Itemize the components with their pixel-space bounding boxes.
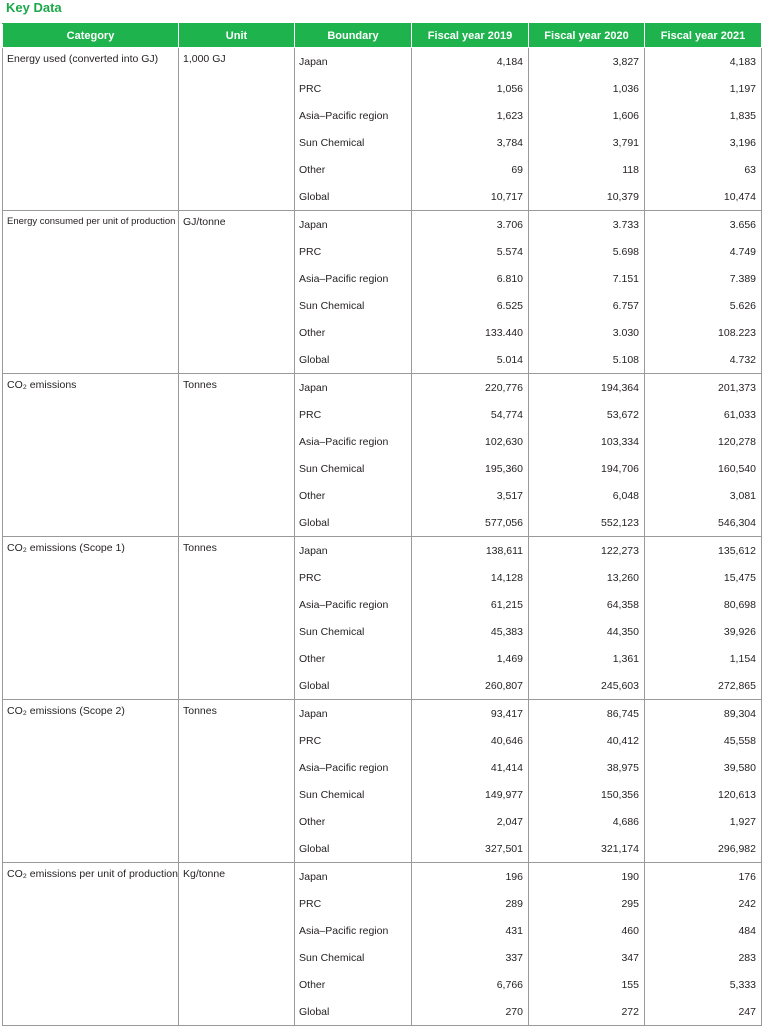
value-cell-fy2021: 176 [645,863,762,891]
category-cell-empty [3,75,179,102]
category-cell-empty [3,591,179,618]
category-cell-empty [3,971,179,998]
value-cell-fy2020: 13,260 [529,564,645,591]
table-row [3,564,762,591]
boundary-cell: PRC [295,238,412,265]
unit-cell: Tonnes [179,537,295,565]
value-cell-fy2020: 86,745 [529,700,645,728]
value-cell-fy2021: 160,540 [645,455,762,482]
value-cell-fy2019: 327,501 [412,835,529,863]
table-row [3,102,762,129]
value-cell-fy2020: 5.698 [529,238,645,265]
value-cell-fy2021: 484 [645,917,762,944]
unit-cell: Kg/tonne [179,863,295,891]
value-cell-fy2019: 220,776 [412,374,529,402]
category-cell-empty [3,564,179,591]
category-cell-empty [3,346,179,374]
boundary-cell: Sun Chemical [295,781,412,808]
unit-cell-empty [179,890,295,917]
unit-cell-empty [179,917,295,944]
category-cell-empty [3,183,179,211]
value-cell-fy2019: 6.810 [412,265,529,292]
header-fy2021: Fiscal year 2021 [645,24,762,48]
boundary-cell: Japan [295,374,412,402]
value-cell-fy2019: 149,977 [412,781,529,808]
unit-cell-empty [179,618,295,645]
value-cell-fy2019: 1,469 [412,645,529,672]
category-cell-empty [3,727,179,754]
value-cell-fy2020: 150,356 [529,781,645,808]
value-cell-fy2020: 40,412 [529,727,645,754]
boundary-cell: Global [295,835,412,863]
category-cell-empty [3,618,179,645]
boundary-cell: Japan [295,211,412,239]
category-cell-empty [3,292,179,319]
value-cell-fy2020: 122,273 [529,537,645,565]
value-cell-fy2020: 44,350 [529,618,645,645]
value-cell-fy2019: 196 [412,863,529,891]
category-cell-empty [3,808,179,835]
value-cell-fy2021: 1,835 [645,102,762,129]
value-cell-fy2020: 38,975 [529,754,645,781]
value-cell-fy2019: 2,047 [412,808,529,835]
value-cell-fy2019: 45,383 [412,618,529,645]
unit-cell-empty [179,971,295,998]
value-cell-fy2020: 321,174 [529,835,645,863]
value-cell-fy2021: 3.656 [645,211,762,239]
value-cell-fy2019: 138,611 [412,537,529,565]
unit-cell: 1,000 GJ [179,48,295,76]
value-cell-fy2021: 242 [645,890,762,917]
boundary-cell: Sun Chemical [295,129,412,156]
value-cell-fy2019: 337 [412,944,529,971]
value-cell-fy2020: 194,706 [529,455,645,482]
value-cell-fy2019: 5.574 [412,238,529,265]
category-cell-empty [3,781,179,808]
boundary-cell: PRC [295,727,412,754]
boundary-cell: Sun Chemical [295,455,412,482]
boundary-cell: PRC [295,75,412,102]
table-row [3,238,762,265]
header-fy2020: Fiscal year 2020 [529,24,645,48]
value-cell-fy2021: 108.223 [645,319,762,346]
value-cell-fy2019: 14,128 [412,564,529,591]
boundary-cell: Other [295,808,412,835]
value-cell-fy2020: 6,048 [529,482,645,509]
unit-cell-empty [179,944,295,971]
value-cell-fy2021: 3,196 [645,129,762,156]
boundary-cell: Sun Chemical [295,292,412,319]
category-cell-empty [3,265,179,292]
table-row [3,917,762,944]
unit-cell: GJ/tonne [179,211,295,239]
boundary-cell: Japan [295,537,412,565]
value-cell-fy2021: 4.749 [645,238,762,265]
boundary-cell: PRC [295,401,412,428]
value-cell-fy2019: 61,215 [412,591,529,618]
unit-cell-empty [179,808,295,835]
value-cell-fy2019: 3.706 [412,211,529,239]
value-cell-fy2019: 40,646 [412,727,529,754]
value-cell-fy2020: 155 [529,971,645,998]
boundary-cell: Sun Chemical [295,944,412,971]
value-cell-fy2021: 89,304 [645,700,762,728]
boundary-cell: Asia–Pacific region [295,591,412,618]
value-cell-fy2021: 7.389 [645,265,762,292]
boundary-cell: Other [295,156,412,183]
table-row [3,265,762,292]
category-cell-empty [3,509,179,537]
table-row [3,781,762,808]
category-cell-empty [3,156,179,183]
value-cell-fy2021: 80,698 [645,591,762,618]
value-cell-fy2020: 1,036 [529,75,645,102]
table-row [3,835,762,863]
table-row [3,129,762,156]
value-cell-fy2019: 54,774 [412,401,529,428]
header-unit: Unit [179,24,295,48]
category-cell-empty [3,944,179,971]
unit-cell-empty [179,455,295,482]
value-cell-fy2021: 1,197 [645,75,762,102]
value-cell-fy2020: 10,379 [529,183,645,211]
value-cell-fy2020: 4,686 [529,808,645,835]
value-cell-fy2020: 1,606 [529,102,645,129]
table-row [3,971,762,998]
value-cell-fy2019: 93,417 [412,700,529,728]
unit-cell-empty [179,835,295,863]
category-cell: Energy consumed per unit of production [3,211,179,239]
value-cell-fy2021: 296,982 [645,835,762,863]
table-row [3,700,762,728]
value-cell-fy2020: 64,358 [529,591,645,618]
boundary-cell: Global [295,509,412,537]
value-cell-fy2021: 5,333 [645,971,762,998]
table-row [3,944,762,971]
header-category: Category [3,24,179,48]
unit-cell-empty [179,727,295,754]
boundary-cell: Other [295,482,412,509]
value-cell-fy2020: 7.151 [529,265,645,292]
value-cell-fy2020: 5.108 [529,346,645,374]
category-cell-empty [3,482,179,509]
table-row [3,156,762,183]
unit-cell-empty [179,998,295,1026]
value-cell-fy2020: 6.757 [529,292,645,319]
value-cell-fy2021: 135,612 [645,537,762,565]
category-cell-empty [3,238,179,265]
value-cell-fy2020: 118 [529,156,645,183]
value-cell-fy2019: 1,056 [412,75,529,102]
value-cell-fy2019: 133.440 [412,319,529,346]
table-row [3,672,762,700]
unit-cell-empty [179,672,295,700]
unit-cell-empty [179,591,295,618]
value-cell-fy2019: 6.525 [412,292,529,319]
value-cell-fy2021: 1,927 [645,808,762,835]
value-cell-fy2021: 4,183 [645,48,762,76]
table-row [3,428,762,455]
value-cell-fy2021: 61,033 [645,401,762,428]
value-cell-fy2019: 10,717 [412,183,529,211]
value-cell-fy2021: 15,475 [645,564,762,591]
boundary-cell: Japan [295,48,412,76]
value-cell-fy2021: 63 [645,156,762,183]
category-cell-empty [3,890,179,917]
boundary-cell: Other [295,319,412,346]
table-row [3,645,762,672]
value-cell-fy2021: 4.732 [645,346,762,374]
page-title: Key Data [6,0,62,15]
category-cell: CO₂ emissions [3,374,179,402]
header-boundary: Boundary [295,24,412,48]
table-row [3,890,762,917]
value-cell-fy2021: 546,304 [645,509,762,537]
table-row [3,292,762,319]
value-cell-fy2020: 3,827 [529,48,645,76]
value-cell-fy2020: 245,603 [529,672,645,700]
table-row [3,998,762,1026]
value-cell-fy2021: 10,474 [645,183,762,211]
value-cell-fy2019: 195,360 [412,455,529,482]
unit-cell-empty [179,645,295,672]
table-row [3,727,762,754]
key-data-table [2,23,762,1026]
boundary-cell: Other [295,645,412,672]
category-cell-empty [3,401,179,428]
category-cell: CO₂ emissions (Scope 2) [3,700,179,728]
table-row [3,183,762,211]
value-cell-fy2019: 102,630 [412,428,529,455]
unit-cell-empty [179,401,295,428]
value-cell-fy2020: 272 [529,998,645,1026]
boundary-cell: Japan [295,863,412,891]
category-cell: CO₂ emissions (Scope 1) [3,537,179,565]
unit-cell-empty [179,292,295,319]
table-row [3,455,762,482]
unit-cell-empty [179,781,295,808]
table-row [3,618,762,645]
category-cell-empty [3,645,179,672]
value-cell-fy2020: 3,791 [529,129,645,156]
header-row [3,24,762,48]
category-cell-empty [3,754,179,781]
value-cell-fy2020: 53,672 [529,401,645,428]
value-cell-fy2020: 347 [529,944,645,971]
category-cell-empty [3,917,179,944]
table-row [3,401,762,428]
unit-cell-empty [179,319,295,346]
unit-cell-empty [179,238,295,265]
boundary-cell: Other [295,971,412,998]
boundary-cell: PRC [295,564,412,591]
boundary-cell: Asia–Pacific region [295,754,412,781]
table-row [3,211,762,239]
header-fy2019: Fiscal year 2019 [412,24,529,48]
value-cell-fy2019: 260,807 [412,672,529,700]
table-row [3,346,762,374]
value-cell-fy2019: 6,766 [412,971,529,998]
table-row [3,863,762,891]
table-row [3,591,762,618]
boundary-cell: Japan [295,700,412,728]
value-cell-fy2019: 41,414 [412,754,529,781]
table-row [3,48,762,76]
boundary-cell: Asia–Pacific region [295,265,412,292]
category-cell: Energy used (converted into GJ) [3,48,179,76]
value-cell-fy2021: 283 [645,944,762,971]
unit-cell-empty [179,129,295,156]
unit-cell-empty [179,564,295,591]
value-cell-fy2020: 295 [529,890,645,917]
boundary-cell: PRC [295,890,412,917]
value-cell-fy2019: 3,517 [412,482,529,509]
unit-cell: Tonnes [179,374,295,402]
value-cell-fy2019: 289 [412,890,529,917]
boundary-cell: Global [295,346,412,374]
table-row [3,319,762,346]
category-cell-empty [3,428,179,455]
category-cell-empty [3,102,179,129]
value-cell-fy2021: 3,081 [645,482,762,509]
value-cell-fy2021: 272,865 [645,672,762,700]
boundary-cell: Global [295,672,412,700]
category-cell-empty [3,672,179,700]
unit-cell-empty [179,754,295,781]
value-cell-fy2020: 1,361 [529,645,645,672]
value-cell-fy2021: 201,373 [645,374,762,402]
value-cell-fy2019: 270 [412,998,529,1026]
boundary-cell: Asia–Pacific region [295,428,412,455]
boundary-cell: Global [295,998,412,1026]
boundary-cell: Asia–Pacific region [295,102,412,129]
category-cell-empty [3,998,179,1026]
category-cell-empty [3,129,179,156]
table-row [3,75,762,102]
value-cell-fy2020: 460 [529,917,645,944]
category-cell-empty [3,455,179,482]
unit-cell-empty [179,346,295,374]
unit-cell-empty [179,482,295,509]
value-cell-fy2021: 39,580 [645,754,762,781]
table-row [3,374,762,402]
category-cell: CO₂ emissions per unit of production [3,863,179,891]
table-row [3,482,762,509]
value-cell-fy2020: 194,364 [529,374,645,402]
value-cell-fy2021: 5.626 [645,292,762,319]
value-cell-fy2021: 39,926 [645,618,762,645]
unit-cell-empty [179,102,295,129]
value-cell-fy2019: 1,623 [412,102,529,129]
value-cell-fy2020: 190 [529,863,645,891]
unit-cell-empty [179,156,295,183]
value-cell-fy2019: 577,056 [412,509,529,537]
table-row [3,808,762,835]
table-body [3,48,762,1026]
boundary-cell: Sun Chemical [295,618,412,645]
value-cell-fy2019: 4,184 [412,48,529,76]
boundary-cell: Global [295,183,412,211]
value-cell-fy2020: 3.733 [529,211,645,239]
value-cell-fy2019: 3,784 [412,129,529,156]
unit-cell-empty [179,75,295,102]
category-cell-empty [3,835,179,863]
table-row [3,537,762,565]
value-cell-fy2021: 45,558 [645,727,762,754]
value-cell-fy2020: 103,334 [529,428,645,455]
value-cell-fy2021: 247 [645,998,762,1026]
value-cell-fy2019: 5.014 [412,346,529,374]
unit-cell-empty [179,265,295,292]
boundary-cell: Asia–Pacific region [295,917,412,944]
value-cell-fy2021: 120,613 [645,781,762,808]
value-cell-fy2021: 1,154 [645,645,762,672]
unit-cell: Tonnes [179,700,295,728]
unit-cell-empty [179,509,295,537]
value-cell-fy2019: 431 [412,917,529,944]
value-cell-fy2019: 69 [412,156,529,183]
value-cell-fy2021: 120,278 [645,428,762,455]
category-cell-empty [3,319,179,346]
table-row [3,754,762,781]
unit-cell-empty [179,183,295,211]
value-cell-fy2020: 3.030 [529,319,645,346]
unit-cell-empty [179,428,295,455]
table-row [3,509,762,537]
value-cell-fy2020: 552,123 [529,509,645,537]
